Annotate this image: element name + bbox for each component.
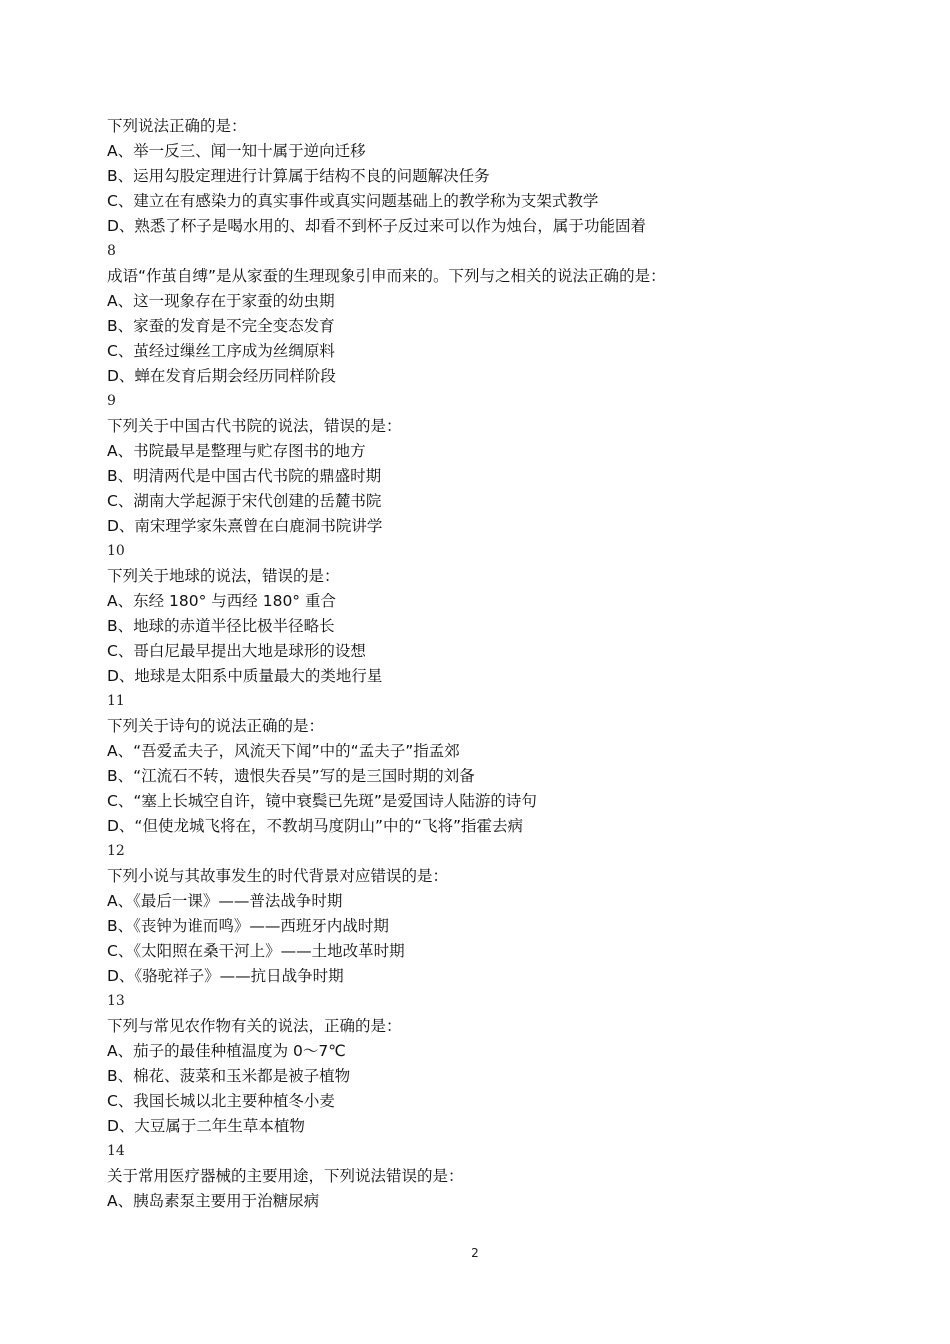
question-stem: 下列关于地球的说法，错误的是： [107,567,340,585]
question-number: 11 [107,693,125,709]
answer-option: A、这一现象存在于家蚕的幼虫期 [107,292,335,310]
answer-option: C、《太阳照在桑干河上》——土地改革时期 [107,942,405,960]
question-stem: 下列关于诗句的说法正确的是： [107,717,325,735]
answer-option: A、茄子的最佳种植温度为 0～7℃ [107,1042,346,1060]
question-stem: 下列小说与其故事发生的时代背景对应错误的是： [107,867,449,885]
page-number: 2 [471,1246,479,1260]
answer-option: B、棉花、菠菜和玉米都是被子植物 [107,1067,351,1085]
question-stem: 下列关于中国古代书院的说法，错误的是： [107,417,402,435]
answer-option: D、南宋理学家朱熹曾在白鹿洞书院讲学 [107,517,383,535]
question-stem: 下列说法正确的是： [107,117,247,135]
answer-option: A、胰岛素泵主要用于治糖尿病 [107,1192,320,1210]
question-stem: 下列与常见农作物有关的说法，正确的是： [107,1017,402,1035]
answer-option: A、举一反三、闻一知十属于逆向迁移 [107,142,366,160]
question-stem: 成语“作茧自缚”是从家蚕的生理现象引申而来的。下列与之相关的说法正确的是： [107,267,666,285]
answer-option: C、茧经过缫丝工序成为丝绸原料 [107,342,335,360]
answer-option: B、地球的赤道半径比极半径略长 [107,617,335,635]
question-stem: 关于常用医疗器械的主要用途，下列说法错误的是： [107,1167,464,1185]
answer-option: B、《丧钟为谁而鸣》——西班牙内战时期 [107,917,389,935]
answer-option: B、明清两代是中国古代书院的鼎盛时期 [107,467,382,485]
question-number: 9 [107,393,116,409]
question-number: 8 [107,243,116,259]
answer-option: B、运用勾股定理进行计算属于结构不良的问题解决任务 [107,167,490,185]
answer-option: A、“吾爱孟夫子，风流天下闻”中的“孟夫子”指孟郊 [107,742,460,760]
answer-option: A、书院最早是整理与贮存图书的地方 [107,442,366,460]
answer-option: D、大豆属于二年生草本植物 [107,1117,305,1135]
answer-option: A、东经 180° 与西经 180° 重合 [107,592,336,610]
question-number: 14 [107,1143,125,1159]
answer-option: C、哥白尼最早提出大地是球形的设想 [107,642,366,660]
answer-option: C、湖南大学起源于宋代创建的岳麓书院 [107,492,382,510]
question-number: 13 [107,993,125,1009]
answer-option: D、“但使龙城飞将在，不教胡马度阴山”中的“飞将”指霍去病 [107,817,524,835]
answer-option: B、家蚕的发育是不完全变态发育 [107,317,335,335]
answer-option: D、地球是太阳系中质量最大的类地行星 [107,667,383,685]
question-number: 10 [107,543,125,559]
answer-option: D、蝉在发育后期会经历同样阶段 [107,367,336,385]
answer-option: A、《最后一课》——普法战争时期 [107,892,343,910]
answer-option: C、建立在有感染力的真实事件或真实问题基础上的教学称为支架式教学 [107,192,599,210]
answer-option: C、“塞上长城空自许，镜中衰鬓已先斑”是爱国诗人陆游的诗句 [107,792,537,810]
answer-option: B、“江流石不转，遗恨失吞吴”写的是三国时期的刘备 [107,767,475,785]
answer-option: D、熟悉了杯子是喝水用的、却看不到杯子反过来可以作为烛台，属于功能固着 [107,217,646,235]
answer-option: D、《骆驼祥子》——抗日战争时期 [107,967,344,985]
question-number: 12 [107,843,125,859]
question-text-block [107,114,867,1214]
answer-option: C、我国长城以北主要种植冬小麦 [107,1092,335,1110]
